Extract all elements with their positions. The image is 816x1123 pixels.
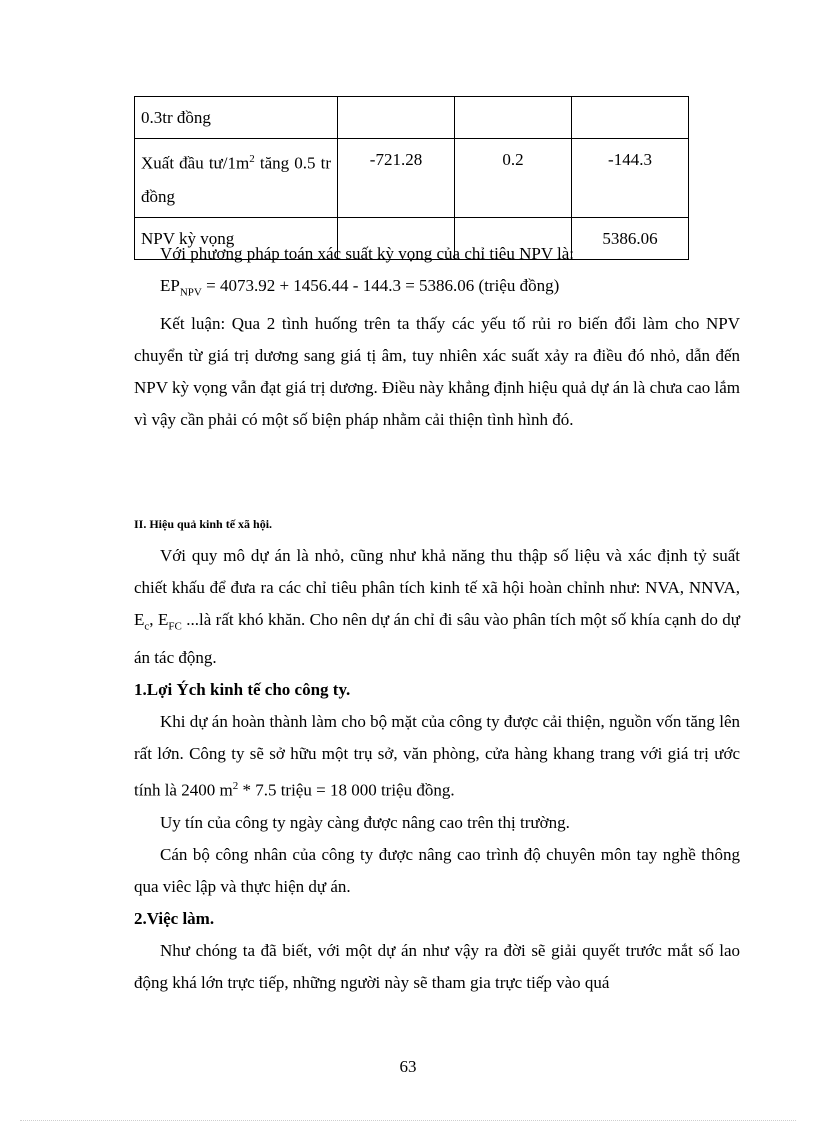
table-cell: 0.3tr đồng <box>135 97 338 139</box>
text-run: , E <box>149 610 169 629</box>
cell-text: Xuất đầu tư/1m <box>141 153 250 173</box>
superscript: 2 <box>249 153 255 165</box>
table-cell <box>572 97 689 139</box>
table-cell <box>455 97 572 139</box>
subscript: c <box>144 620 150 633</box>
text-run: Với quy mô dự án là nhỏ, cũng như khả năng thu thập số liệu và xác định tỷ suất chiết khấu để đưa ra các chỉ tiêu phân tích kinh tế xã hội hoàn chỉnh như: NVA, NNVA, E <box>134 546 740 629</box>
formula-lhs: EP <box>160 276 180 295</box>
table-cell: 0.2 <box>455 139 572 218</box>
table-cell: 5386.06 <box>572 217 689 259</box>
formula-rhs: = 4073.92 + 1456.44 - 144.3 = 5386.06 (triệu đồng) <box>201 276 560 295</box>
page-number: 63 <box>399 1057 417 1076</box>
table-cell: NPV kỳ vọng <box>135 217 338 259</box>
text-run: * 7.5 triệu = 18 000 triệu đồng. <box>238 781 455 801</box>
table-cell: -144.3 <box>572 139 689 218</box>
section-2 <box>134 508 740 999</box>
employment-paragraph: Như chóng ta đã biết, với một dự án như vậy ra đời sẽ giải quyết trước mắt số lao động khá lớn trực tiếp, những người này sẽ tham gia trực tiếp vào quá <box>134 941 740 993</box>
method-block <box>134 238 740 436</box>
table-row <box>135 97 689 139</box>
text-run: Khi dự án hoàn thành làm cho bộ mặt của công ty được cải thiện, nguồn vốn tăng lên rất lớn. Công ty sẽ sở hữu một trụ sở, văn phòng, cửa hàng khang trang với giá trị ước tính là 2400 m <box>134 712 740 801</box>
benefits-paragraph <box>134 706 740 807</box>
subscript: FC <box>168 620 182 633</box>
table-cell <box>338 97 455 139</box>
table-row <box>135 139 689 218</box>
table-cell: -721.28 <box>338 139 455 218</box>
reputation-paragraph: Uy tín của công ty ngày càng được nâng cao trên thị trường. <box>160 813 570 833</box>
formula-subscript: NPV <box>179 286 202 299</box>
conclusion-paragraph: Kết luận: Qua 2 tình huống trên ta thấy các yếu tố rủi ro biến đổi làm cho NPV chuyển từ giá trị dương sang giá tị âm, tuy nhiên xác suất xảy ra điều đó nhỏ, dẫn đến NPV kỳ vọng vẫn đạt giá trị dương. Điều này khẳng định hiệu quả dự án là chưa cao lắm vì vậy cần phải có một số biện pháp nhằm cải thiện tình hình đó. <box>134 314 740 430</box>
method-paragraph: Với phương pháp toán xác suất kỳ vọng của chỉ tiêu NPV là: <box>160 244 575 263</box>
subheading-employment: 2.Việc làm. <box>134 909 215 929</box>
formula-line <box>134 270 740 308</box>
section-intro-paragraph <box>134 540 740 674</box>
superscript: 2 <box>232 780 239 793</box>
text-run: ...là rất khó khăn. Cho nên dự án chỉ đi sâu vào phân tích một số khía cạnh do dự án tác động. <box>134 610 740 668</box>
section-heading: II. Hiệu quả kinh tế xã hội. <box>134 517 273 531</box>
table-cell <box>135 139 338 218</box>
page-bottom-rule <box>20 1120 796 1121</box>
staff-paragraph: Cán bộ công nhân của công ty được nâng cao trình độ chuyên môn tay nghề thông qua viêc lập và thực hiện dự án. <box>134 845 740 897</box>
cell-text: tăng 0.5 tr đồng <box>141 153 331 206</box>
npv-risk-table <box>134 96 689 260</box>
subheading-benefits: 1.Lợi Ých kinh tế cho công ty. <box>134 680 351 700</box>
